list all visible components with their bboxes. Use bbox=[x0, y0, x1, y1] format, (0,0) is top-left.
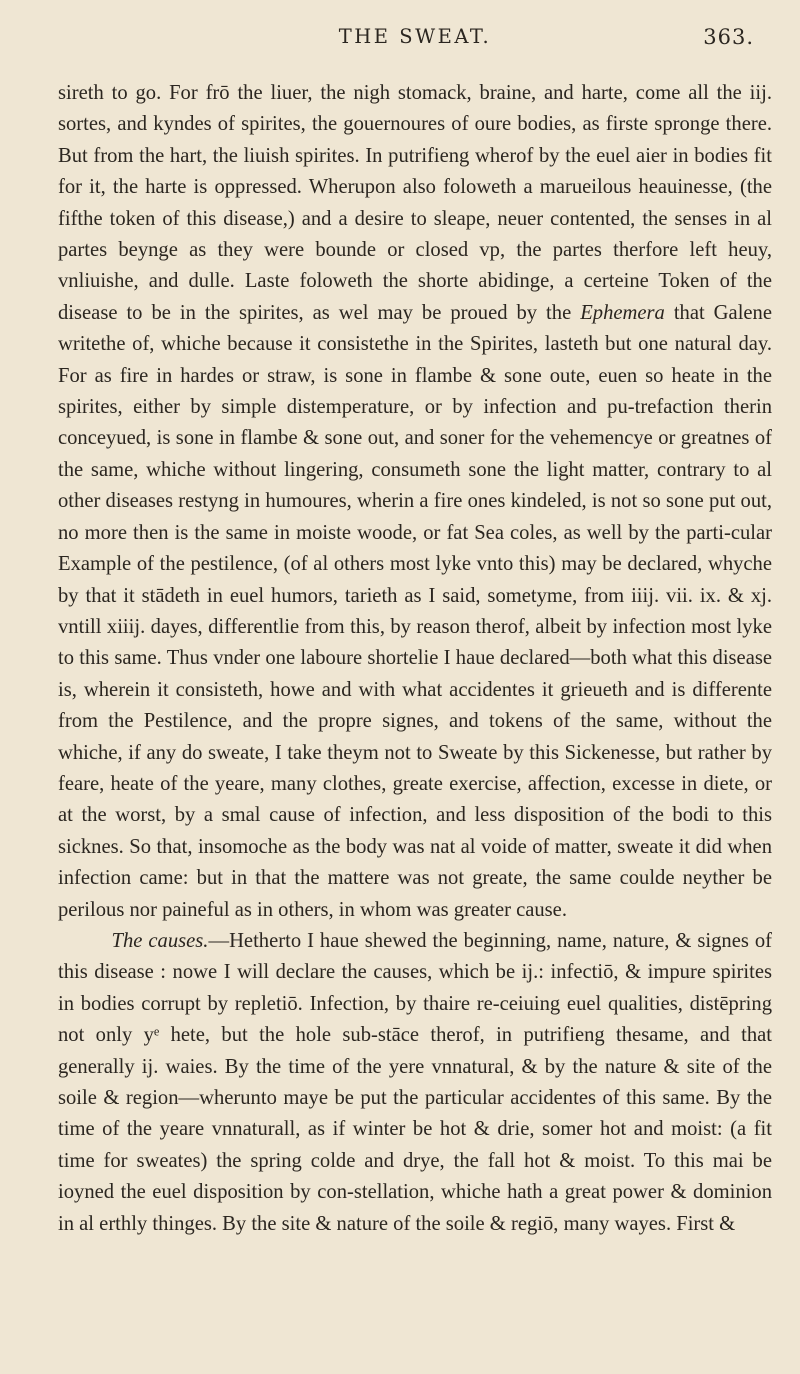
text-run-italic: Ephemera bbox=[580, 301, 665, 324]
page-number: 363. bbox=[703, 25, 754, 49]
paragraph-2 bbox=[58, 926, 772, 1240]
paragraph-1 bbox=[58, 78, 772, 926]
text-run: sireth to go. For frō the liuer, the nigh stomack, braine, and harte, come all the iij. sortes, and kyndes of spirites, the gouernoures of oure bodies, as firste spronge there. But from the hart, the liuish spirites. In putrifieng wherof by the euel aier in bodies fit for it, the harte is oppressed. Wherupon also foloweth a marueilous heauinesse, (the fifthe token of this disease,) and a desire to sleape, neuer contented, the senses in al partes beynge as they were bounde or closed vp, the partes therfore left heuy, vnliuishe, and dulle. Laste foloweth the shorte abidinge, a certeine Token of the disease to be in the spirites, as wel may be proued by the bbox=[58, 82, 772, 324]
page-header bbox=[58, 22, 772, 62]
text-run: that Galene writethe of, whiche because it consistethe in the Spirites, lasteth but one natural day. For as fire in hardes or straw, is sone in flambe & sone oute, euen so heate in the spirites, either by simple distemperature, or by infection and pu-trefaction therin conceyued, is sone in flambe & sone out, and soner for the vehemencye or greatnes of the same, whiche without lingering, consumeth sone the light matter, contrary to al other diseases restyng in humoures, wherin a fire ones kindeled, is not so sone put out, no more then is the same in moiste woode, or fat Sea coles, as well by the parti-cular Example of the pestilence, (of al others most lyke vnto this) may be declared, whyche by that it stādeth in euel humors, tarieth as I said, sometyme, from iiij. vii. ix. & xj. vntill xiiij. dayes, differentlie from this, by reason therof, albeit by infection most lyke to this same. Thus vnder one laboure shortelie I haue declared—both what this disease is, wherein it consisteth, howe and with what accidentes it grieueth and is differente from the Pestilence, and the propre signes, and tokens of the same, without the whiche, if any do sweate, I take theym not to Sweate by this Sickenesse, but rather by feare, heate of the yeare, many clothes, greate exercise, affection, excesse in diete, or at the worst, by a smal cause of infection, and less disposition of the bodi to this sicknes. So that, insomoche as the body was nat al voide of matter, sweate it did when infection came: but in that the mattere was not greate, the same coulde neyther be perilous nor paineful as in others, in whom was greater cause. bbox=[58, 301, 772, 921]
side-heading: The causes. bbox=[111, 929, 209, 952]
running-title: THE SWEAT. bbox=[338, 25, 492, 48]
text-run: —Hetherto I haue shewed the beginning, name, nature, & signes of this disease : nowe I will declare the causes, which be ij.: infectiō, & impure spirites in bodies corrupt by repletiō. Infection, by thaire re-ceiuing euel qualities, distēpring not only yᵉ hete, but the hole sub-stāce therof, in putrifieng thesame, and that generally ij. waies. By the time of the yere vnnatural, & by the nature & site of the soile & region—wherunto maye be put the particular accidentes of this same. By the time of the yeare vnnaturall, as if winter be hot & drie, somer hot and moist: (a fit time for sweates) the spring colde and drye, the fall hot & moist. To this mai be ioyned the euel disposition by con-stellation, whiche hath a great power & dominion in al erthly thinges. By the site & nature of the soile & regiō, many wayes. First & bbox=[58, 929, 772, 1235]
body-text bbox=[58, 78, 772, 1240]
